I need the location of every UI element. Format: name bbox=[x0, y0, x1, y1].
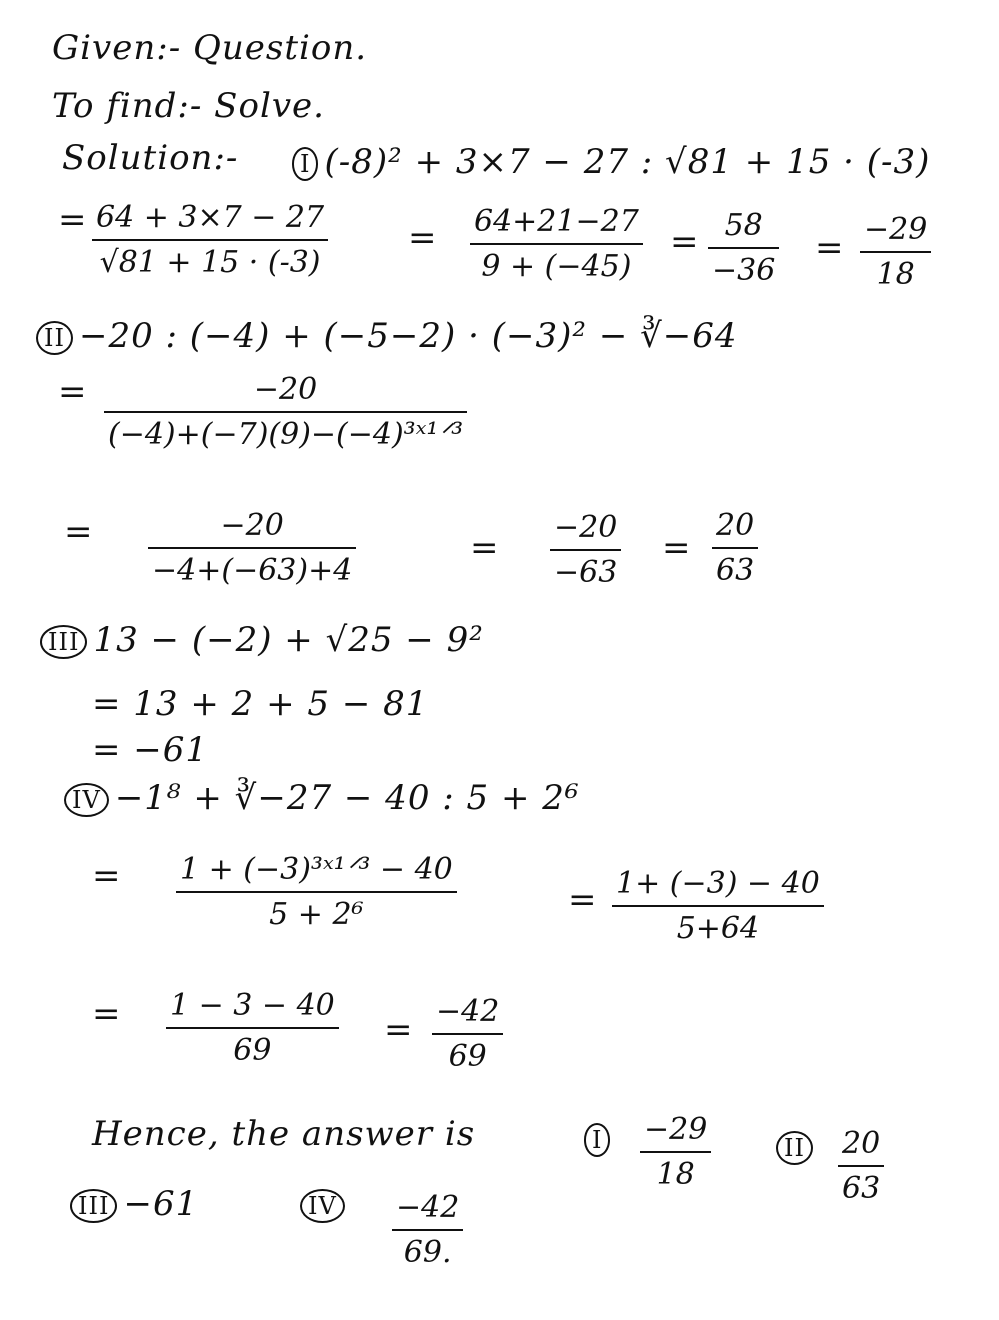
fraction-bar bbox=[640, 1151, 711, 1153]
equals-sign: = bbox=[92, 994, 122, 1034]
problem-3-marker: III bbox=[40, 625, 87, 659]
fraction-bar bbox=[166, 1027, 339, 1029]
answer-4-numerator: −42 bbox=[396, 1190, 460, 1225]
answer-2-fraction bbox=[838, 1126, 884, 1206]
fraction-bar bbox=[550, 549, 621, 551]
problem-2-expression: −20 : (−4) + (−5−2) · (−3)² − ∛−64 bbox=[78, 316, 738, 356]
equals-sign: = bbox=[58, 372, 88, 412]
answer-1-circle: I bbox=[584, 1123, 610, 1157]
p4-step4-denominator: 69 bbox=[448, 1039, 487, 1074]
p4-step3-denominator: 69 bbox=[233, 1033, 272, 1068]
answer-4-marker bbox=[300, 1184, 351, 1224]
answer-4-denominator: 69. bbox=[403, 1235, 452, 1270]
fraction-bar bbox=[612, 905, 824, 907]
p1-step3-denominator: −36 bbox=[712, 253, 776, 288]
p2-step4-numerator: 20 bbox=[716, 508, 755, 543]
problem-3-expression: 13 − (−2) + √25 − 9² bbox=[93, 620, 484, 660]
given-line: Given:- Question. bbox=[52, 28, 368, 68]
fraction-bar bbox=[176, 891, 457, 893]
p1-step1-fraction bbox=[92, 200, 328, 280]
p4-step2-fraction bbox=[612, 866, 824, 946]
p2-step3-denominator: −63 bbox=[554, 555, 618, 590]
equals-sign: = bbox=[58, 200, 88, 240]
answer-2-denominator: 63 bbox=[842, 1171, 881, 1206]
p2-step1-numerator: −20 bbox=[253, 372, 318, 407]
p1-step2-fraction bbox=[470, 204, 643, 284]
problem-4-question bbox=[64, 778, 580, 818]
problem-1-expression: (-8)² + 3×7 − 27 : √81 + 15 · (-3) bbox=[324, 142, 931, 182]
p4-step2-numerator: 1+ (−3) − 40 bbox=[616, 866, 820, 901]
fraction-bar bbox=[148, 547, 356, 549]
answer-1-denominator: 18 bbox=[656, 1157, 695, 1192]
fraction-bar bbox=[432, 1033, 503, 1035]
p1-step2-denominator: 9 + (−45) bbox=[481, 249, 632, 284]
answer-3 bbox=[70, 1184, 198, 1224]
p1-step1-numerator: 64 + 3×7 − 27 bbox=[96, 200, 325, 235]
problem-3-question bbox=[40, 620, 484, 660]
p2-step2-fraction bbox=[148, 508, 356, 588]
answer-2-numerator: 20 bbox=[842, 1126, 881, 1161]
p2-step2-numerator: −20 bbox=[220, 508, 284, 543]
problem-2-question bbox=[36, 316, 738, 356]
p1-step4-denominator: 18 bbox=[876, 257, 915, 292]
p4-step2-denominator: 5+64 bbox=[676, 911, 760, 946]
equals-sign: = bbox=[384, 1010, 414, 1050]
equals-sign: = bbox=[470, 528, 500, 568]
p1-step2-numerator: 64+21−27 bbox=[474, 204, 639, 239]
equals-sign: = bbox=[92, 856, 122, 896]
problem-4-marker: IV bbox=[64, 783, 109, 817]
answer-1-marker bbox=[584, 1118, 616, 1158]
fraction-bar bbox=[712, 547, 758, 549]
p2-step2-denominator: −4+(−63)+4 bbox=[152, 553, 353, 588]
hence-line: Hence, the answer is bbox=[92, 1114, 476, 1154]
answer-4-circle: IV bbox=[300, 1189, 345, 1223]
answer-1-fraction bbox=[640, 1112, 711, 1192]
solution-label: Solution:- bbox=[62, 138, 239, 178]
equals-sign: = bbox=[568, 880, 598, 920]
p2-step4-denominator: 63 bbox=[716, 553, 755, 588]
to-find-line: To find:- Solve. bbox=[52, 86, 325, 126]
p3-step2: = −61 bbox=[92, 730, 209, 770]
answer-4-fraction bbox=[392, 1190, 463, 1270]
answer-3-value: −61 bbox=[123, 1184, 199, 1224]
p2-step1-denominator: (−4)+(−7)(9)−(−4)³ˣ¹ᐟ³ bbox=[108, 417, 464, 452]
p2-step3-fraction bbox=[550, 510, 621, 590]
p2-step3-numerator: −20 bbox=[554, 510, 618, 545]
p4-step1-denominator: 5 + 2⁶ bbox=[269, 897, 364, 932]
fraction-bar bbox=[838, 1165, 884, 1167]
equals-sign: = bbox=[815, 228, 845, 268]
problem-1-marker: I bbox=[292, 147, 318, 181]
fraction-bar bbox=[860, 251, 931, 253]
p1-step3-numerator: 58 bbox=[724, 208, 763, 243]
fraction-bar bbox=[392, 1229, 463, 1231]
answer-2-marker bbox=[776, 1126, 819, 1166]
equals-sign: = bbox=[662, 528, 692, 568]
p4-step3-numerator: 1 − 3 − 40 bbox=[170, 988, 335, 1023]
p4-step4-numerator: −42 bbox=[436, 994, 500, 1029]
problem-4-expression: −1⁸ + ∛−27 − 40 : 5 + 2⁶ bbox=[114, 778, 580, 818]
p1-step1-denominator: √81 + 15 · (-3) bbox=[99, 245, 321, 280]
p2-step1-fraction bbox=[104, 372, 467, 452]
problem-1-question bbox=[292, 142, 930, 182]
answer-3-circle: III bbox=[70, 1189, 117, 1223]
equals-sign: = bbox=[670, 222, 700, 262]
p1-step4-fraction bbox=[860, 212, 931, 292]
fraction-bar bbox=[92, 239, 328, 241]
p4-step3-fraction bbox=[166, 988, 339, 1068]
p2-step4-fraction bbox=[712, 508, 758, 588]
equals-sign: = bbox=[408, 218, 438, 258]
p4-step1-numerator: 1 + (−3)³ˣ¹ᐟ³ − 40 bbox=[180, 852, 453, 887]
problem-2-marker: II bbox=[36, 321, 73, 355]
equals-sign: = bbox=[64, 512, 94, 552]
fraction-bar bbox=[708, 247, 779, 249]
answer-1-numerator: −29 bbox=[644, 1112, 708, 1147]
p4-step1-fraction bbox=[176, 852, 457, 932]
p3-step1: = 13 + 2 + 5 − 81 bbox=[92, 684, 429, 724]
answer-2-circle: II bbox=[776, 1131, 813, 1165]
p1-step4-numerator: −29 bbox=[864, 212, 928, 247]
fraction-bar bbox=[104, 411, 467, 413]
p4-step4-fraction bbox=[432, 994, 503, 1074]
fraction-bar bbox=[470, 243, 643, 245]
p1-step3-fraction bbox=[708, 208, 779, 288]
